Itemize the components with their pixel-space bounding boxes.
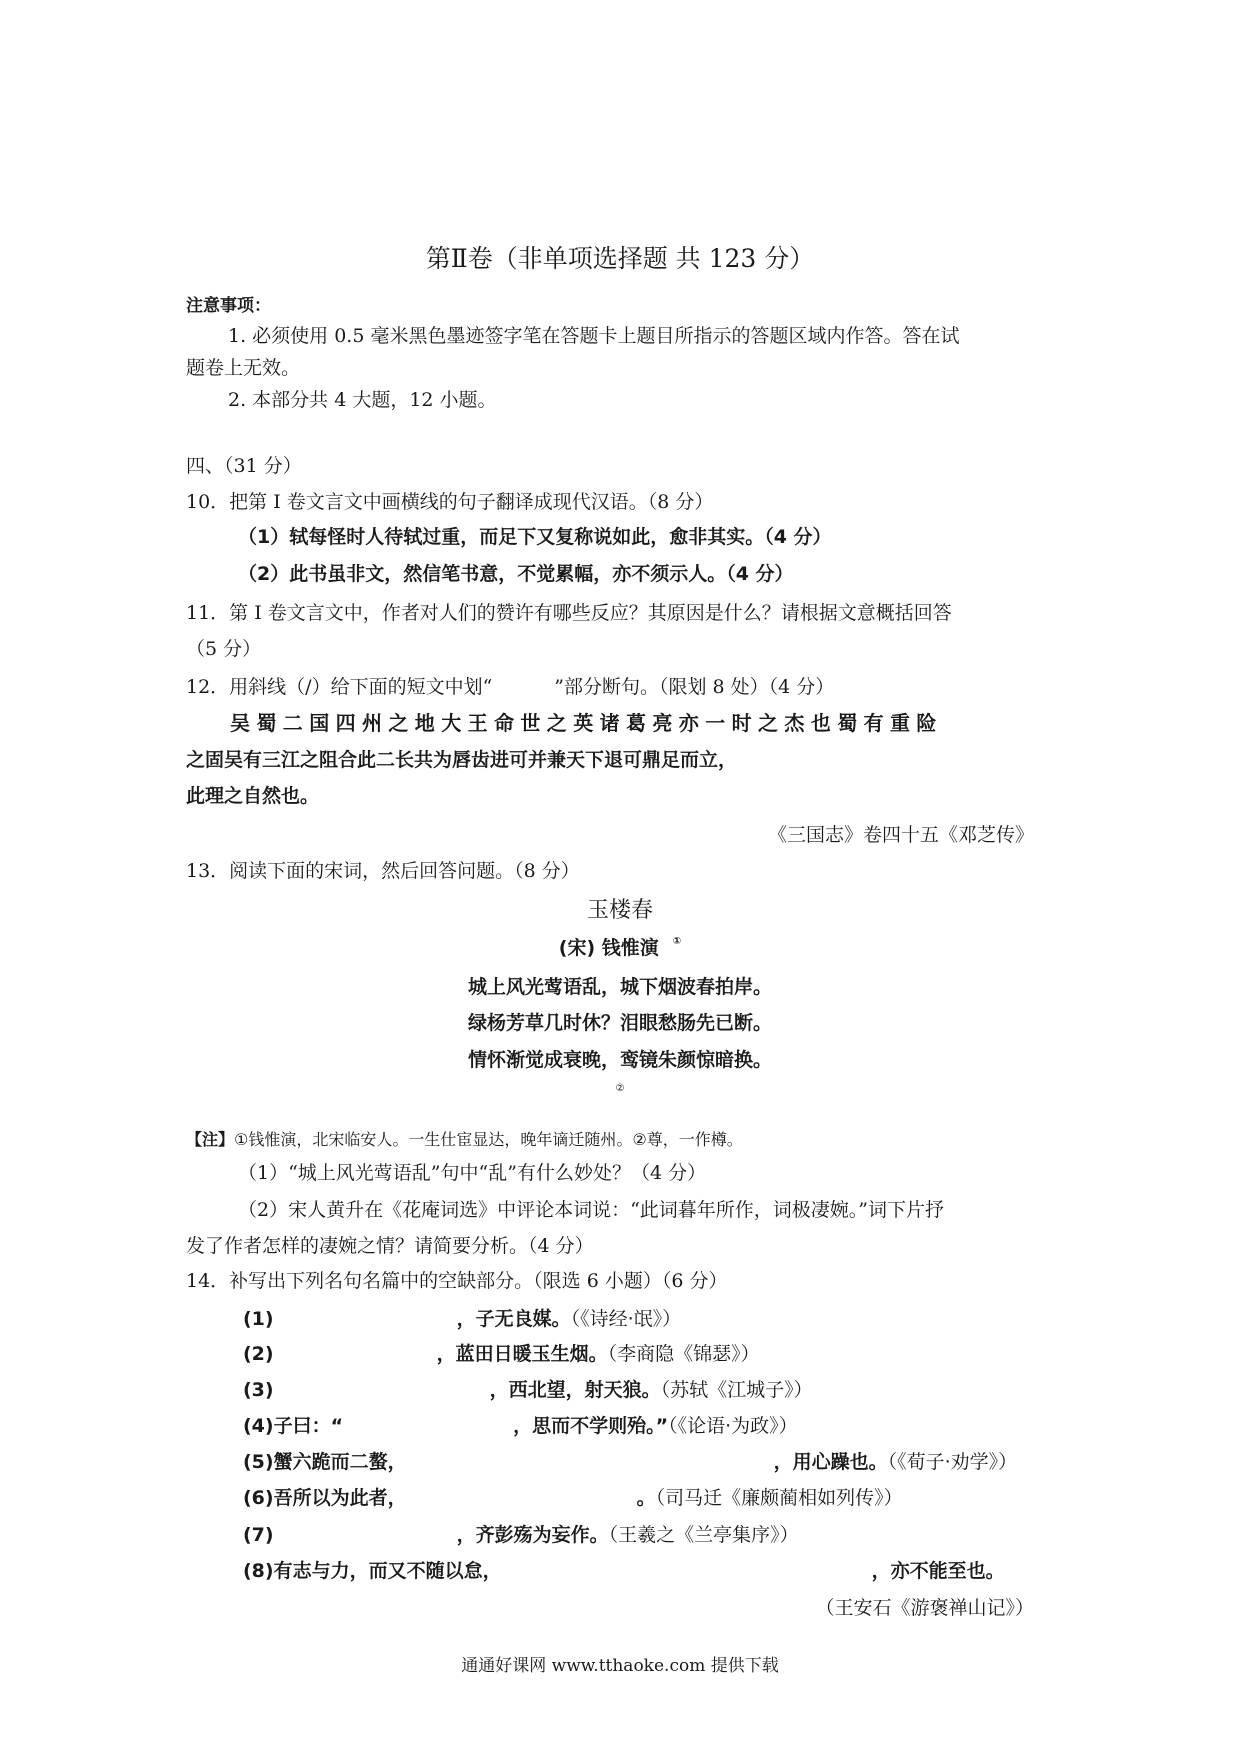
note-marker-2: ② — [615, 1083, 625, 1094]
q12-stem-b: ”部分断句。（限划 8 处）（4 分） — [554, 676, 835, 698]
item-text: 。 — [636, 1487, 656, 1509]
q13-note — [186, 1127, 743, 1153]
item-text: ，亦不能至也。 — [871, 1560, 1005, 1582]
item-num: (5) — [243, 1451, 274, 1473]
item-source: （《荀子·劝学》） — [887, 1451, 1018, 1473]
q14-item-6 — [243, 1485, 903, 1511]
item-text: ，西北望，射天狼。 — [489, 1379, 661, 1401]
q12-stem — [186, 674, 834, 700]
notice-item-1b: 题卷上无效。 — [186, 357, 301, 379]
q14-stem: 14．补写出下列名句名篇中的空缺部分。（限选 6 小题）（6 分） — [186, 1270, 728, 1292]
q14-item-3 — [243, 1377, 813, 1403]
item-num: (7) — [243, 1524, 274, 1546]
q14-item-8-source: （王安石《游褒禅山记》） — [815, 1597, 1034, 1619]
item-num: (8) — [243, 1560, 274, 1582]
q14-item-7 — [243, 1522, 799, 1548]
q14-item-2 — [243, 1341, 760, 1367]
item-num: (6) — [243, 1487, 274, 1509]
section-title: 第Ⅱ卷（非单项选择题 共 123 分） — [425, 244, 815, 273]
notice-heading: 注意事项： — [186, 296, 271, 316]
note-text: ①钱惟演，北宋临安人。一生仕宦显达，晚年谪迁随州。②尊，一作樽。 — [234, 1130, 743, 1149]
q14-item-4 — [243, 1413, 798, 1439]
item-text-pre: 有志与力，而又不随以怠， — [273, 1560, 502, 1582]
q12-source: 《三国志》卷四十五《邓芝传》 — [767, 824, 1034, 846]
poem-line-3: 情怀渐觉成衰晚，鸾镜朱颜惊暗换。 — [467, 1049, 772, 1071]
q12-stem-a: 12．用斜线（/）给下面的短文中划“ — [186, 676, 493, 698]
page-footer: 通通好课网 www.tthaoke.com 提供下载 — [461, 1656, 779, 1676]
q11-line1: 11．第 Ⅰ 卷文言文中，作者对人们的赞许有哪些反应？其原因是什么？请根据文意概括回答 — [186, 602, 952, 624]
item-source: （《论语·为政》） — [668, 1415, 798, 1437]
q10-part2: （2）此书虽非文，然信笔书意，不觉累幅，亦不须示人。（4 分） — [238, 563, 794, 585]
item-source: （王羲之《兰亭集序》） — [608, 1524, 799, 1546]
item-text-pre: 子曰：“ — [273, 1415, 344, 1437]
q14-item-8 — [243, 1558, 1005, 1584]
item-text: ，蓝田日暖玉生烟。 — [436, 1343, 608, 1365]
notice-item-1a: 1. 必须使用 0.5 毫米黑色墨迹签字笔在答题卡上题目所指示的答题区域内作答。答在试 — [228, 325, 960, 347]
poem-title: 玉楼春 — [586, 898, 653, 923]
q12-text-line3: 此理之自然也。 — [186, 785, 320, 807]
q10-part1: （1）轼每怪时人待轼过重，而足下又复称说如此，愈非其实。（4 分） — [238, 526, 832, 548]
q10-stem: 10．把第 Ⅰ 卷文言文中画横线的句子翻译成现代汉语。（8 分） — [186, 491, 714, 513]
section-four-heading: 四、（31 分） — [186, 455, 302, 477]
item-source: （司马迁《廉颇蔺相如列传》） — [655, 1487, 903, 1509]
q13-sub2b: 发了作者怎样的凄婉之情？请简要分析。（4 分） — [186, 1235, 594, 1257]
item-num: (3) — [243, 1379, 274, 1401]
item-source: （苏轼《江城子》） — [660, 1379, 813, 1401]
poem-author-name: (宋) 钱惟演 — [558, 937, 659, 959]
item-num: (4) — [243, 1415, 274, 1437]
q13-sub1: （1）“城上风光莺语乱”句中“乱”有什么妙处？（4 分） — [238, 1162, 707, 1184]
item-text: ，思而不学则殆。” — [513, 1415, 669, 1437]
q14-item-5 — [243, 1449, 1017, 1475]
item-text-pre: 吾所以为此者， — [273, 1487, 407, 1509]
q12-text-line2: 之固吴有三江之阻合此二长共为唇齿进可并兼天下退可鼎足而立， — [186, 749, 738, 771]
note-label: 【注】 — [186, 1130, 235, 1149]
poem-line-1: 城上风光莺语乱，城下烟波春拍岸。 — [467, 976, 772, 998]
item-text-pre: 蟹六跪而二螯， — [273, 1451, 407, 1473]
item-text: ，用心躁也。 — [773, 1451, 888, 1473]
q11-line2: （5 分） — [186, 638, 262, 660]
poem-author — [0, 935, 1240, 965]
item-source: （李商隐《锦瑟》） — [607, 1343, 760, 1365]
poem-line-2: 绿杨芳草几时休？泪眼愁肠先已断。 — [467, 1012, 772, 1034]
item-num: (2) — [243, 1343, 274, 1365]
q13-sub2a: （2）宋人黄升在《花庵词选》中评论本词说：“此词暮年所作，词极凄婉。”词下片抒 — [238, 1199, 945, 1221]
q13-stem: 13．阅读下面的宋词，然后回答问题。（8 分） — [186, 860, 580, 882]
notice-item-2: 2. 本部分共 4 大题，12 小题。 — [228, 389, 497, 411]
item-num: (1) — [243, 1308, 274, 1330]
q14-item-1 — [243, 1306, 681, 1332]
note-marker-1: ① — [672, 936, 682, 947]
item-source: （《诗经·氓》） — [570, 1308, 682, 1330]
item-text: ，齐彭殇为妄作。 — [456, 1524, 609, 1546]
q12-text-line1: 吴蜀二国四州之地大王命世之英诸葛亮亦一时之杰也蜀有重险 — [230, 711, 943, 735]
item-text: ，子无良媒。 — [456, 1308, 571, 1330]
